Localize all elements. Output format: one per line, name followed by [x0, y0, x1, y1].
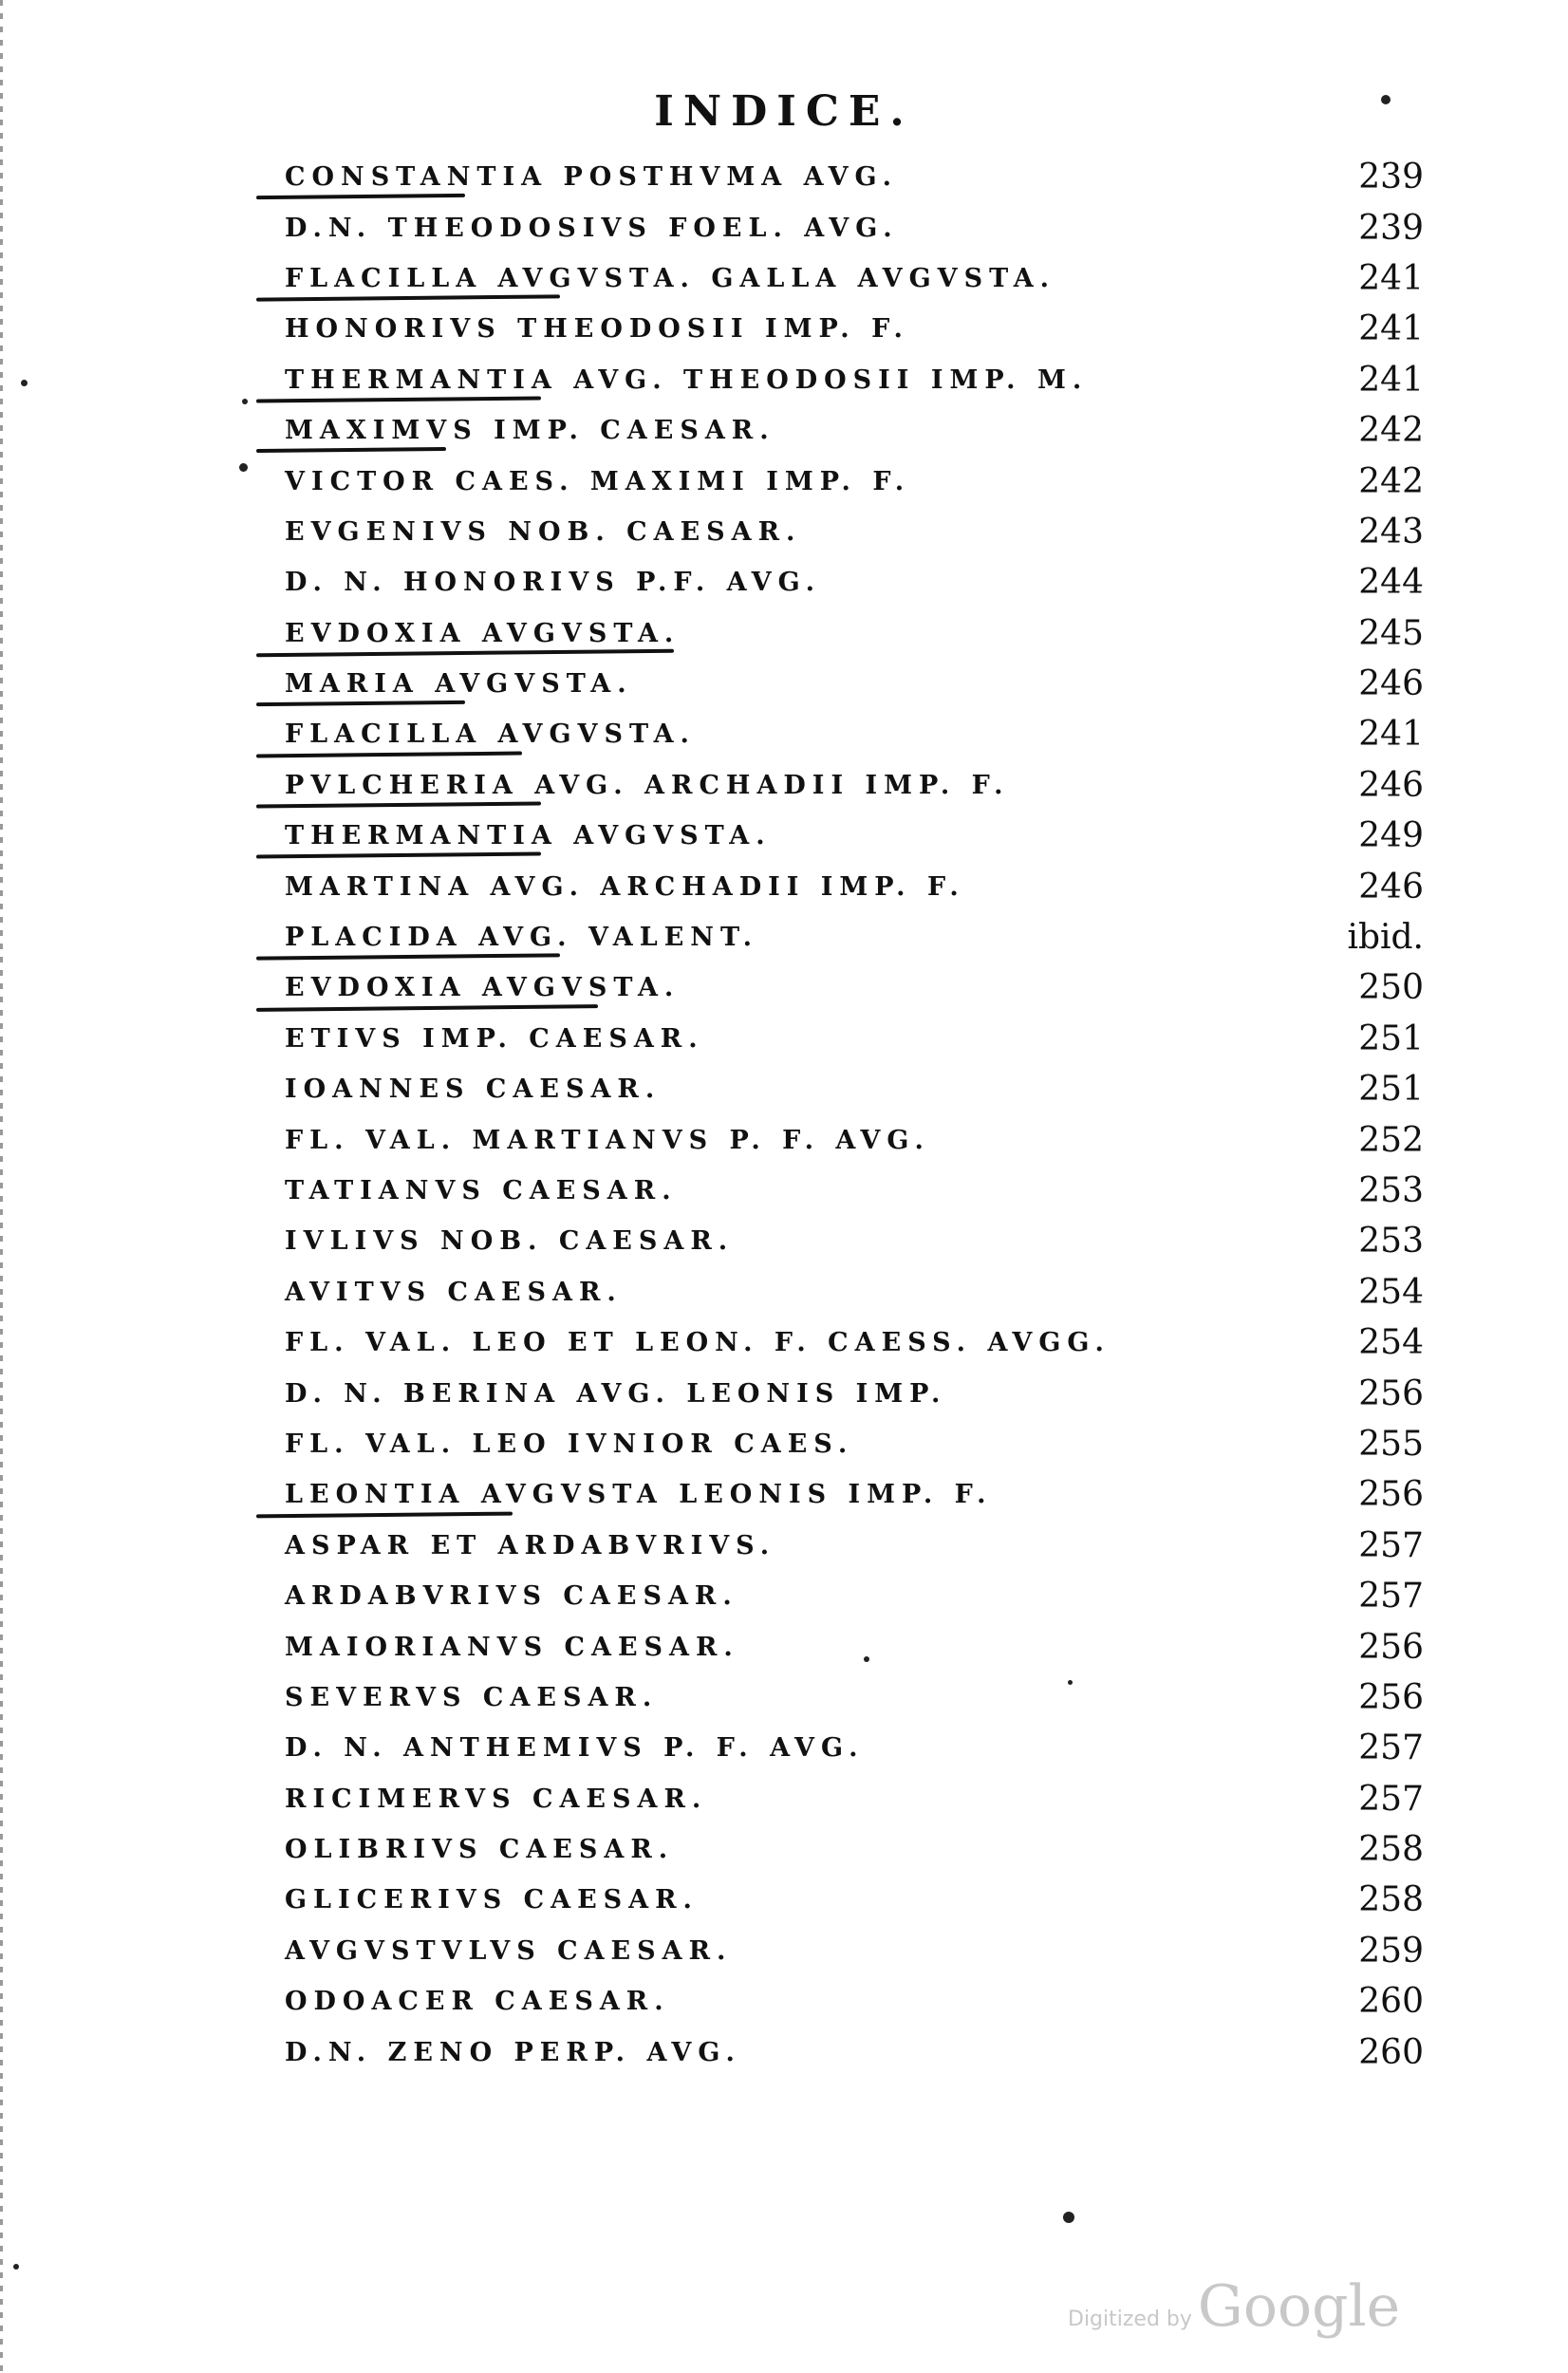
- handwritten-underline: [256, 194, 465, 199]
- index-entry: [285, 1571, 1424, 1621]
- entry-page-number: 256: [1358, 1475, 1424, 1515]
- entry-title: PLACIDA AVG. VALENT.: [285, 923, 759, 953]
- index-entry: [285, 659, 1424, 709]
- digitization-watermark: [1068, 2273, 1400, 2340]
- ink-speck: [1381, 95, 1391, 104]
- entry-page-number: 255: [1358, 1424, 1424, 1464]
- entry-page-number: 256: [1358, 1677, 1424, 1717]
- entry-title: LEONTIA AVGVSTA LEONIS IMP. F.: [285, 1480, 993, 1510]
- index-entry: [285, 1774, 1424, 1824]
- index-entry: [285, 1166, 1424, 1216]
- ink-speck: [239, 463, 248, 472]
- index-entry: [285, 1216, 1424, 1266]
- index-entry: [285, 253, 1424, 304]
- entry-title: MAIORIANVS CAESAR.: [285, 1632, 739, 1662]
- entry-page-number: 253: [1358, 1171, 1424, 1210]
- ink-speck: [13, 2264, 19, 2270]
- entry-page-number: 251: [1358, 1070, 1424, 1110]
- handwritten-underline: [256, 852, 541, 859]
- index-entry: [285, 1014, 1424, 1064]
- handwritten-underline: [256, 396, 541, 402]
- entry-page-number: 239: [1358, 208, 1424, 248]
- index-entry: [285, 1521, 1424, 1571]
- index-entry: [285, 962, 1424, 1013]
- entry-page-number: 252: [1358, 1120, 1424, 1160]
- ink-speck: [1068, 1680, 1073, 1685]
- index-entry: [285, 202, 1424, 252]
- entry-title: ASPAR ET ARDABVRIVS.: [285, 1530, 776, 1560]
- ink-speck: [21, 380, 28, 386]
- entry-page-number: 254: [1358, 1323, 1424, 1363]
- ink-speck: [864, 1656, 869, 1662]
- entry-title: MARIA AVGVSTA.: [285, 669, 633, 700]
- index-entry: [285, 1976, 1424, 2027]
- entry-page-number: 257: [1358, 1577, 1424, 1616]
- entry-page-number: 242: [1358, 461, 1424, 501]
- binding-edge: [0, 0, 3, 2373]
- index-entry: [285, 355, 1424, 405]
- entry-title: PVLCHERIA AVG. ARCHADII IMP. F.: [285, 770, 1010, 800]
- handwritten-underline: [256, 751, 522, 757]
- entry-title: CONSTANTIA POSTHVMA AVG.: [285, 162, 899, 193]
- index-entry: [285, 912, 1424, 962]
- entry-title: D.N. ZENO PERP. AVG.: [285, 2037, 741, 2067]
- entry-title: D. N. HONORIVS P.F. AVG.: [285, 568, 822, 598]
- entry-title: THERMANTIA AVG. THEODOSII IMP. M.: [285, 364, 1089, 395]
- index-entry: [285, 304, 1424, 354]
- index-entry: [285, 2027, 1424, 2077]
- index-entry: [285, 1469, 1424, 1520]
- entry-title: GLICERIVS CAESAR.: [285, 1885, 699, 1915]
- index-entry: [285, 811, 1424, 861]
- index-entry: [285, 1114, 1424, 1165]
- index-entry: [285, 456, 1424, 506]
- index-entry: [285, 1419, 1424, 1469]
- entry-page-number: 260: [1358, 1982, 1424, 2022]
- entry-title: D. N. ANTHEMIVS P. F. AVG.: [285, 1733, 865, 1764]
- entry-page-number: 258: [1358, 1880, 1424, 1920]
- handwritten-underline: [256, 1004, 598, 1012]
- entry-page-number: 245: [1358, 613, 1424, 653]
- index-entry: [285, 1621, 1424, 1672]
- index-entry: [285, 1064, 1424, 1114]
- entry-page-number: 241: [1358, 258, 1424, 298]
- index-entry: [285, 1875, 1424, 1925]
- index-entry: [285, 1267, 1424, 1317]
- index-entry: [285, 557, 1424, 607]
- entry-page-number: 254: [1358, 1272, 1424, 1312]
- entry-title: AVGVSTVLVS CAESAR.: [285, 1935, 733, 1966]
- entry-page-number: 244: [1358, 563, 1424, 603]
- google-logo: Google: [1197, 2273, 1401, 2340]
- entry-title: D.N. THEODOSIVS FOEL. AVG.: [285, 213, 899, 243]
- digitized-by-label: Digitized by: [1068, 2308, 1192, 2331]
- entry-page-number: 256: [1358, 1373, 1424, 1413]
- index-entry: [285, 405, 1424, 456]
- entry-title: MARTINA AVG. ARCHADII IMP. F.: [285, 871, 965, 902]
- index-list: [285, 152, 1424, 2078]
- entry-title: ETIVS IMP. CAESAR.: [285, 1023, 704, 1054]
- entry-page-number: 250: [1358, 968, 1424, 1008]
- index-entry: [285, 1368, 1424, 1418]
- entry-page-number: 239: [1358, 158, 1424, 197]
- entry-page-number: ibid.: [1347, 918, 1424, 958]
- entry-page-number: 241: [1358, 360, 1424, 400]
- entry-title: IVLIVS NOB. CAESAR.: [285, 1226, 735, 1257]
- entry-page-number: 257: [1358, 1525, 1424, 1565]
- handwritten-underline: [256, 1511, 513, 1518]
- index-entry: [285, 507, 1424, 557]
- entry-page-number: 241: [1358, 715, 1424, 755]
- index-entry: [285, 1926, 1424, 1976]
- entry-title: FL. VAL. MARTIANVS P. F. AVG.: [285, 1125, 930, 1155]
- entry-title: FL. VAL. LEO ET LEON. F. CAESS. AVGG.: [285, 1328, 1111, 1358]
- entry-title: EVDOXIA AVGVSTA.: [285, 973, 681, 1003]
- entry-page-number: 242: [1358, 411, 1424, 451]
- index-entry: [285, 1317, 1424, 1368]
- entry-page-number: 258: [1358, 1830, 1424, 1870]
- index-entry: [285, 861, 1424, 911]
- entry-page-number: 246: [1358, 765, 1424, 805]
- entry-page-number: 243: [1358, 512, 1424, 551]
- entry-title: AVITVS CAESAR.: [285, 1277, 623, 1307]
- entry-title: MAXIMVS IMP. CAESAR.: [285, 416, 775, 446]
- entry-title: TATIANVS CAESAR.: [285, 1176, 678, 1205]
- entry-title: SEVERVS CAESAR.: [285, 1682, 659, 1712]
- entry-page-number: 249: [1358, 816, 1424, 856]
- page-heading: INDICE.: [654, 87, 914, 136]
- entry-title: FL. VAL. LEO IVNIOR CAES.: [285, 1429, 854, 1459]
- entry-title: EVGENIVS NOB. CAESAR.: [285, 516, 802, 547]
- index-entry: [285, 608, 1424, 659]
- entry-page-number: 241: [1358, 309, 1424, 349]
- handwritten-underline: [256, 447, 446, 453]
- entry-page-number: 246: [1358, 664, 1424, 704]
- ink-speck: [242, 399, 248, 404]
- entry-page-number: 257: [1358, 1728, 1424, 1768]
- entry-title: IOANNES CAESAR.: [285, 1074, 662, 1105]
- entry-title: EVDOXIA AVGVSTA.: [285, 618, 681, 648]
- index-entry: [285, 1824, 1424, 1875]
- index-entry: [285, 1723, 1424, 1773]
- entry-title: RICIMERVS CAESAR.: [285, 1784, 708, 1814]
- entry-title: THERMANTIA AVGVSTA.: [285, 821, 772, 851]
- entry-title: ARDABVRIVS CAESAR.: [285, 1581, 738, 1612]
- handwritten-underline: [256, 649, 674, 658]
- index-entry: [285, 152, 1424, 202]
- handwritten-underline: [256, 294, 560, 301]
- entry-page-number: 260: [1358, 2032, 1424, 2072]
- handwritten-underline: [256, 701, 465, 706]
- handwritten-underline: [256, 802, 541, 809]
- entry-title: ODOACER CAESAR.: [285, 1987, 670, 2017]
- entry-title: D. N. BERINA AVG. LEONIS IMP.: [285, 1378, 947, 1409]
- entry-title: FLACILLA AVGVSTA.: [285, 719, 696, 750]
- entry-page-number: 259: [1358, 1931, 1424, 1971]
- entry-title: HONORIVS THEODOSII IMP. F.: [285, 314, 909, 345]
- entry-title: FLACILLA AVGVSTA. GALLA AVGVSTA.: [285, 263, 1056, 293]
- entry-page-number: 246: [1358, 867, 1424, 906]
- entry-title: OLIBRIVS CAESAR.: [285, 1835, 675, 1865]
- index-entry: [285, 1672, 1424, 1723]
- entry-page-number: 257: [1358, 1779, 1424, 1819]
- entry-page-number: 253: [1358, 1222, 1424, 1261]
- entry-page-number: 251: [1358, 1018, 1424, 1058]
- ink-speck: [1063, 2212, 1074, 2223]
- index-entry: [285, 709, 1424, 759]
- entry-page-number: 256: [1358, 1627, 1424, 1667]
- handwritten-underline: [256, 954, 560, 961]
- entry-title: VICTOR CAES. MAXIMI IMP. F.: [285, 466, 911, 496]
- index-entry: [285, 760, 1424, 811]
